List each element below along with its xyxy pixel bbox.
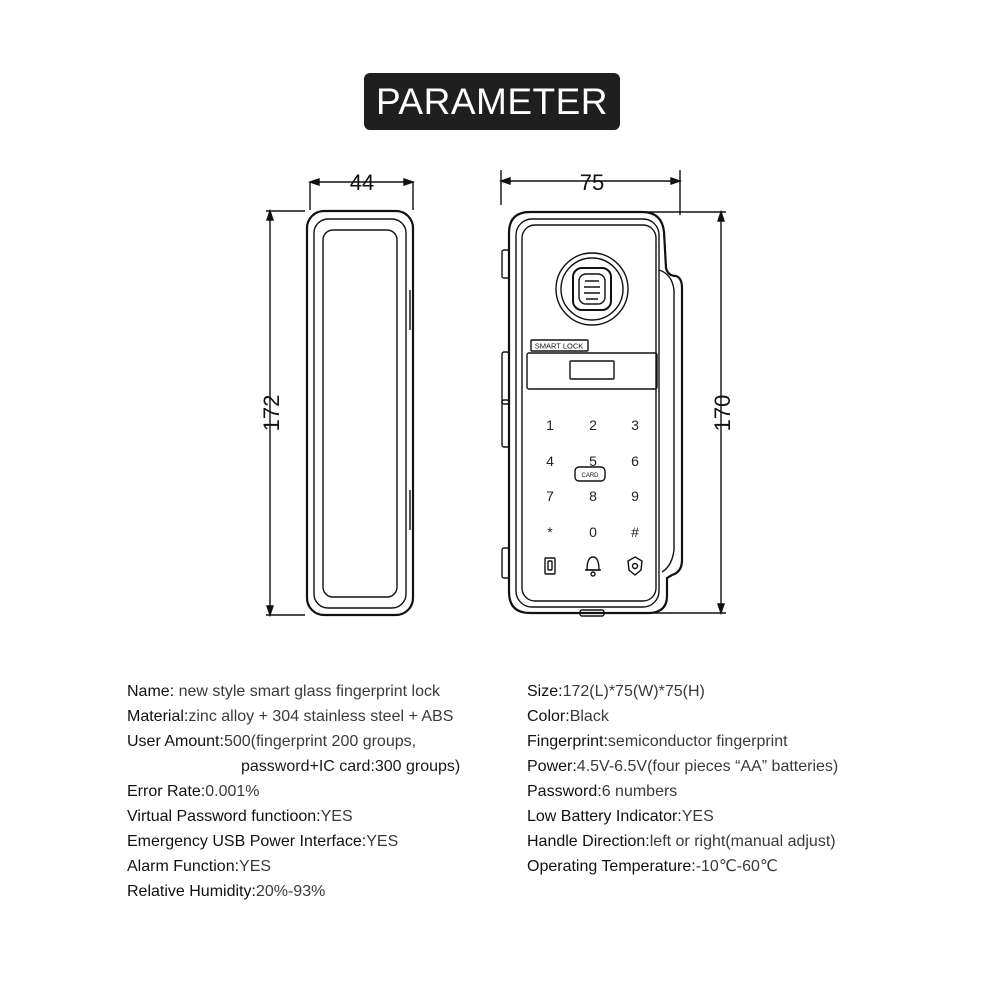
spec-key: Color: [527, 708, 570, 725]
spec-key: Password: [527, 783, 602, 800]
spec-value: -10℃-60℃ [695, 858, 778, 875]
spec-row [527, 729, 967, 754]
spec-row [527, 804, 967, 829]
keypad-key: 9 [631, 488, 639, 504]
keypad-key: 3 [631, 417, 639, 433]
lock-height-label: 170 [710, 394, 735, 432]
spec-key: Alarm Function: [127, 858, 240, 875]
spec-row [527, 704, 967, 729]
spec-value: YES [366, 833, 399, 850]
keypad-key: 7 [546, 488, 554, 504]
fingerprint-sensor-icon [556, 253, 628, 325]
keypad-key: # [631, 524, 639, 540]
spec-row [527, 679, 967, 704]
spec-row [127, 729, 507, 754]
handle-width-label: 44 [349, 170, 375, 195]
spec-list-left [127, 679, 507, 904]
keypad-key: 1 [546, 417, 554, 433]
spec-value: 172(L)*75(W)*75(H) [562, 683, 705, 700]
spec-value-continued: password+IC card:300 groups) [241, 758, 461, 775]
spec-row [527, 754, 967, 779]
spec-row [127, 829, 507, 854]
spec-key: Virtual Password functioon: [127, 808, 321, 825]
spec-row [127, 779, 507, 804]
spec-row [127, 804, 507, 829]
spec-key: Relative Humidity: [127, 883, 256, 900]
spec-row [127, 679, 507, 704]
keypad-key: 2 [589, 417, 597, 433]
spec-row [527, 854, 967, 879]
spec-value: YES [320, 808, 353, 825]
keypad-key: 6 [631, 453, 639, 469]
spec-value: Black [569, 708, 609, 725]
spec-value: YES [681, 808, 714, 825]
card-label: CARD [581, 473, 599, 479]
spec-value: new style smart glass fingerprint lock [174, 683, 440, 700]
spec-key: Operating Temperature: [527, 858, 696, 875]
keypad-key: 4 [546, 453, 554, 469]
brand-label: SMART LOCK [534, 341, 584, 351]
spec-row [127, 704, 507, 729]
spec-value: 20%-93% [255, 883, 326, 900]
spec-key: User Amount: [127, 733, 224, 750]
spec-value: semiconductor fingerprint [607, 733, 788, 750]
keypad-key: * [547, 524, 553, 540]
spec-key: Power: [527, 758, 577, 775]
spec-value: 0.001% [205, 783, 260, 800]
keypad-key: 0 [589, 524, 597, 540]
lock-width-label: 75 [579, 170, 605, 195]
spec-key: Size: [527, 683, 563, 700]
spec-row [527, 779, 967, 804]
spec-key: Low Battery Indicator: [527, 808, 682, 825]
handle-outline [307, 211, 413, 615]
display-window [570, 361, 614, 379]
spec-key: Error Rate: [127, 783, 206, 800]
lock-outline [502, 212, 682, 616]
spec-value: zinc alloy + 304 stainless steel + ABS [188, 708, 454, 725]
spec-row [527, 829, 967, 854]
spec-row [127, 854, 507, 879]
spec-list-right [527, 679, 967, 879]
spec-value: YES [239, 858, 272, 875]
handle-height-label: 172 [259, 394, 284, 432]
spec-row [127, 879, 507, 904]
doorbell-icon [585, 557, 601, 576]
lock-key-icon [545, 558, 555, 574]
spec-key: Name: [127, 683, 175, 700]
keypad-key: 5 [589, 453, 597, 469]
spec-value: 6 numbers [601, 783, 678, 800]
spec-key: Handle Direction: [527, 833, 650, 850]
page-title-text: PARAMETER [375, 80, 608, 122]
spec-value: 4.5V-6.5V(four pieces “AA” batteries) [576, 758, 839, 775]
spec-key: Emergency USB Power Interface: [127, 833, 367, 850]
spec-key: Fingerprint: [527, 733, 608, 750]
keypad-key: 8 [589, 488, 597, 504]
shield-icon [628, 557, 642, 575]
spec-value: left or right(manual adjust) [649, 833, 836, 850]
spec-key: Material: [127, 708, 189, 725]
spec-value: 500(fingerprint 200 groups, [223, 733, 417, 750]
